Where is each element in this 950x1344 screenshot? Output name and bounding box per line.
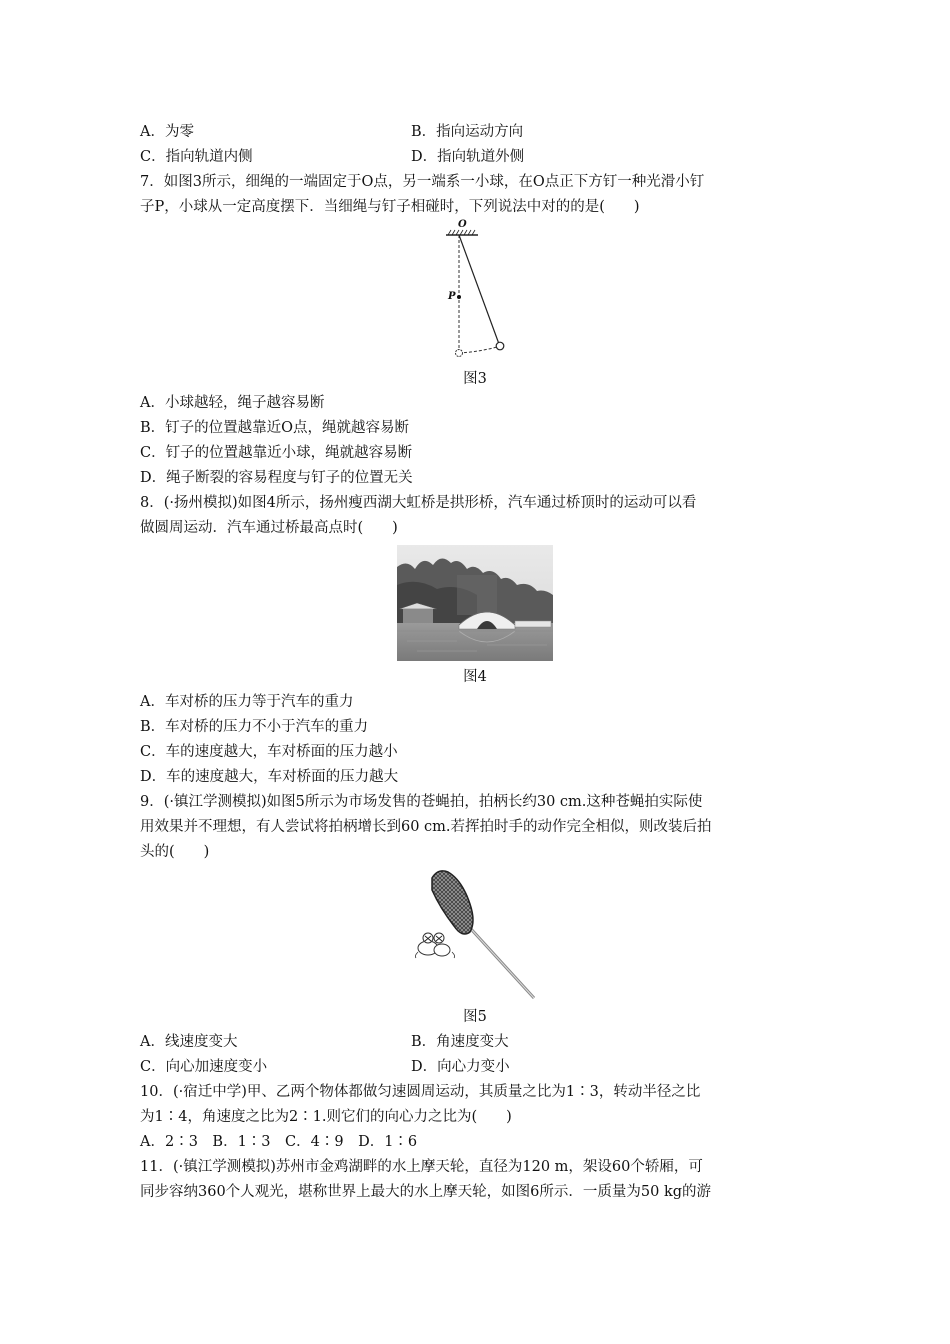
q6-option-a: A．为零 <box>140 124 194 140</box>
q9-option-b: B．角速度变大 <box>411 1034 509 1050</box>
figure-3-label-p: P <box>448 291 456 302</box>
q9-stem-line3: 头的( ) <box>140 844 210 860</box>
q7-stem-line1: 7．如图3所示，细绳的一端固定于O点，另一端系一小球，在O点正下方钉一种光滑小钉 <box>140 174 705 190</box>
q9-option-d: D．向心力变小 <box>411 1059 510 1075</box>
q10-stem-line1: 10．(·宿迁中学)甲、乙两个物体都做匀速圆周运动，其质量之比为1∶3，转动半径之比 <box>140 1084 701 1100</box>
figure-5-caption: 图5 <box>463 1009 487 1025</box>
q9-option-c: C．向心加速度变小 <box>140 1059 268 1075</box>
q7-option-c: C．钉子的位置越靠近小球，绳就越容易断 <box>140 445 413 461</box>
figure-3-caption: 图3 <box>463 371 487 387</box>
figure-3-label-o: O <box>458 219 467 230</box>
q6-option-b: B．指向运动方向 <box>411 124 524 140</box>
figure-4-bridge-photo <box>397 545 553 661</box>
figure-5-fly-swatter <box>408 866 540 1002</box>
q11-stem-line2: 同步容纳360个人观光，堪称世界上最大的水上摩天轮，如图6所示．一质量为50 kg的游 <box>140 1184 712 1200</box>
q8-option-b: B．车对桥的压力不小于汽车的重力 <box>140 719 369 735</box>
q8-stem-line1: 8．(·扬州模拟)如图4所示，扬州瘦西湖大虹桥是拱形桥，汽车通过桥顶时的运动可以看 <box>140 495 697 511</box>
q7-option-a: A．小球越轻，绳子越容易断 <box>140 395 325 411</box>
q9-stem-line2: 用效果并不理想，有人尝试将拍柄增长到60 cm.若挥拍时手的动作完全相似，则改装后拍 <box>140 819 712 835</box>
q7-option-b: B．钉子的位置越靠近O点，绳就越容易断 <box>140 420 410 436</box>
q11-stem-line1: 11．(·镇江学测模拟)苏州市金鸡湖畔的水上摩天轮，直径为120 m，架设60个轿厢，可 <box>140 1159 703 1175</box>
q7-stem-line2: 子P，小球从一定高度摆下．当细绳与钉子相碰时，下列说法中对的的是( ) <box>140 199 640 215</box>
q8-option-c: C．车的速度越大，车对桥面的压力越小 <box>140 744 398 760</box>
q6-option-d: D．指向轨道外侧 <box>411 149 525 165</box>
q10-stem-line2: 为1∶4，角速度之比为2∶1.则它们的向心力之比为( ) <box>140 1109 512 1125</box>
q10-options: A．2∶3 B．1∶3 C．4∶9 D．1∶6 <box>140 1134 418 1150</box>
q6-option-c: C．指向轨道内侧 <box>140 149 253 165</box>
q9-stem-line1: 9．(·镇江学测模拟)如图5所示为市场发售的苍蝇拍，拍柄长约30 cm.这种苍蝇拍实际使 <box>140 794 703 810</box>
q8-option-a: A．车对桥的压力等于汽车的重力 <box>140 694 354 710</box>
figure-3-pendulum <box>438 219 518 360</box>
q9-option-a: A．线速度变大 <box>140 1034 238 1050</box>
q7-option-d: D．绳子断裂的容易程度与钉子的位置无关 <box>140 470 413 486</box>
q8-option-d: D．车的速度越大，车对桥面的压力越大 <box>140 769 399 785</box>
figure-4-caption: 图4 <box>463 669 487 685</box>
q8-stem-line2: 做圆周运动．汽车通过桥最高点时( ) <box>140 520 398 536</box>
